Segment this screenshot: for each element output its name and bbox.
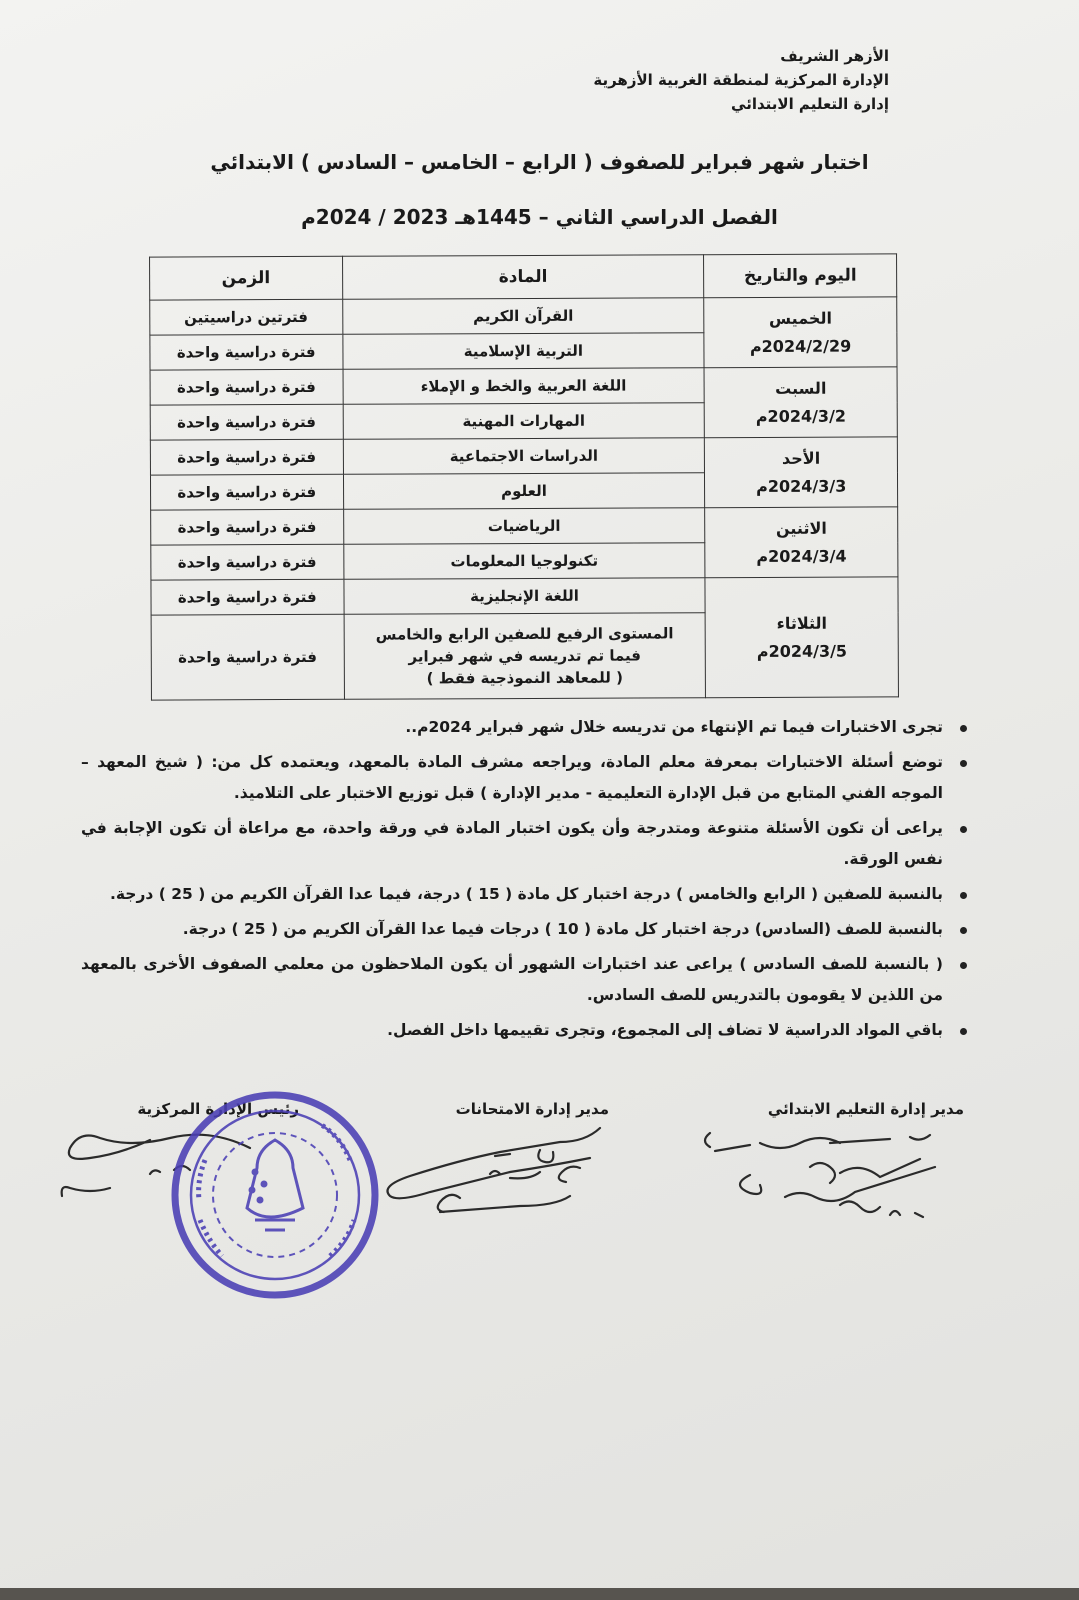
period-cell: فترة دراسية واحدة — [151, 614, 344, 700]
exam-schedule-table — [149, 253, 899, 700]
letterhead — [593, 44, 889, 116]
day-cell — [704, 297, 897, 368]
subject-cell: التربية الإسلامية — [342, 333, 704, 370]
day-name: الاثنين — [775, 518, 827, 538]
subject-line: فيما تم تدريسه في شهر فبراير — [408, 646, 641, 666]
instruction-item: بالنسبة للصفين ( الرابع والخامس ) درجة اختبار كل مادة ( 15 ) درجة، فيما عدا القرآن الكريم من ( 25 ) درجة. — [81, 879, 971, 910]
period-cell: فترة دراسية واحدة — [151, 544, 344, 580]
letterhead-line-1: الأزهر الشريف — [780, 47, 889, 65]
subject-cell: العلوم — [343, 473, 705, 510]
period-cell: فترة دراسية واحدة — [150, 474, 343, 510]
handwritten-signature-primary — [690, 1125, 970, 1235]
instruction-item: يراعى أن تكون الأسئلة متنوعة ومتدرجة وأن يكون اختبار المادة في ورقة واحدة، مع مراعاة أن تكون الإجابة في نفس الورقة. — [81, 813, 971, 875]
subject-cell: اللغة الإنجليزية — [343, 578, 705, 615]
table-row — [150, 437, 897, 475]
handwritten-signature-exams — [370, 1120, 620, 1230]
header-day: اليوم والتاريخ — [704, 254, 897, 298]
period-cell: فترتين دراسيتين — [150, 299, 343, 335]
day-name: الأحد — [781, 448, 821, 468]
day-cell — [705, 507, 898, 578]
subject-cell: تكنولوجيا المعلومات — [343, 543, 705, 580]
day-cell — [704, 367, 897, 438]
official-stamp — [160, 1080, 390, 1310]
signature-title-primary-director: مدير إدارة التعليم الابتدائي — [767, 1100, 964, 1118]
subject-cell: المهارات المهنية — [343, 403, 705, 440]
period-cell: فترة دراسية واحدة — [150, 334, 343, 370]
document-title: اختبار شهر فبراير للصفوف ( الرابع – الخامس – السادس ) الابتدائي — [210, 150, 869, 174]
period-cell: فترة دراسية واحدة — [150, 439, 343, 475]
table-header-row — [150, 254, 897, 300]
signature-title-exams-director: مدير إدارة الامتحانات — [455, 1100, 609, 1118]
period-cell: فترة دراسية واحدة — [151, 509, 344, 545]
period-cell: فترة دراسية واحدة — [150, 404, 343, 440]
day-date: 2024/3/4م — [756, 546, 847, 566]
day-name: الخميس — [768, 308, 832, 328]
subject-cell: الرياضيات — [343, 508, 705, 545]
table-row — [151, 507, 898, 545]
document-subtitle: الفصل الدراسي الثاني – 1445هـ 2023 / 2024م — [301, 205, 778, 229]
day-date: 2024/3/2م — [755, 406, 847, 426]
header-period: الزمن — [150, 256, 343, 300]
signature-title-central-head: رئيس الإدارة المركزية — [137, 1100, 299, 1118]
day-date: 2024/3/5م — [756, 641, 848, 661]
subject-cell: الدراسات الاجتماعية — [343, 438, 705, 475]
instruction-item: تجرى الاختبارات فيما تم الإنتهاء من تدريسه خلال شهر فبراير 2024م.. — [81, 712, 971, 743]
day-date: 2024/3/3م — [756, 476, 847, 496]
header-subject: المادة — [342, 255, 704, 300]
period-cell: فترة دراسية واحدة — [151, 579, 344, 615]
day-date: 2024/2/29م — [749, 336, 852, 356]
letterhead-line-2: الإدارة المركزية لمنطقة الغربية الأزهرية — [593, 71, 889, 89]
subject-cell — [344, 613, 706, 700]
instruction-item: بالنسبة للصف (السادس) درجة اختبار كل مادة ( 10 ) درجات فيما عدا القرآن الكريم من ( 25 ) درجة. — [81, 914, 971, 945]
subject-cell: اللغة العربية والخط و الإملاء — [343, 368, 705, 405]
table-surface-edge — [0, 1588, 1079, 1600]
day-name: السبت — [775, 378, 827, 398]
instruction-item: باقي المواد الدراسية لا تضاف إلى المجموع، وتجرى تقييمها داخل الفصل. — [81, 1015, 971, 1046]
instruction-item: توضع أسئلة الاختبارات بمعرفة معلم المادة، ويراجعه مشرف المادة بالمعهد، ويعتمده كل من: ( شيخ المعهد – الموجه الفني المتابع من قبل الإدارة التعليمية - مدير الإدارة ) قبل توزيع الاختبار على التلاميذ. — [81, 747, 971, 809]
subject-line: المستوى الرفيع للصفين الرابع والخامس — [375, 624, 674, 644]
table-row — [150, 367, 897, 405]
day-name: الثلاثاء — [776, 613, 828, 633]
day-cell — [705, 577, 898, 698]
table-row — [150, 297, 897, 335]
subject-line: ( للمعاهد النموذجية فقط ) — [426, 668, 624, 688]
letterhead-line-3: إدارة التعليم الابتدائي — [731, 95, 889, 113]
day-cell — [705, 437, 898, 508]
instruction-item: ( بالنسبة للصف السادس ) يراعى عند اختبارات الشهور أن يكون الملاحظون من معلمي الصفوف الأخرى بالمعهد من اللذين لا يقومون بالتدريس للصف السادس. — [81, 949, 971, 1011]
period-cell: فترة دراسية واحدة — [150, 369, 343, 405]
instructions-list — [81, 712, 971, 1050]
subject-cell: القرآن الكريم — [342, 298, 704, 335]
table-row — [151, 577, 898, 615]
